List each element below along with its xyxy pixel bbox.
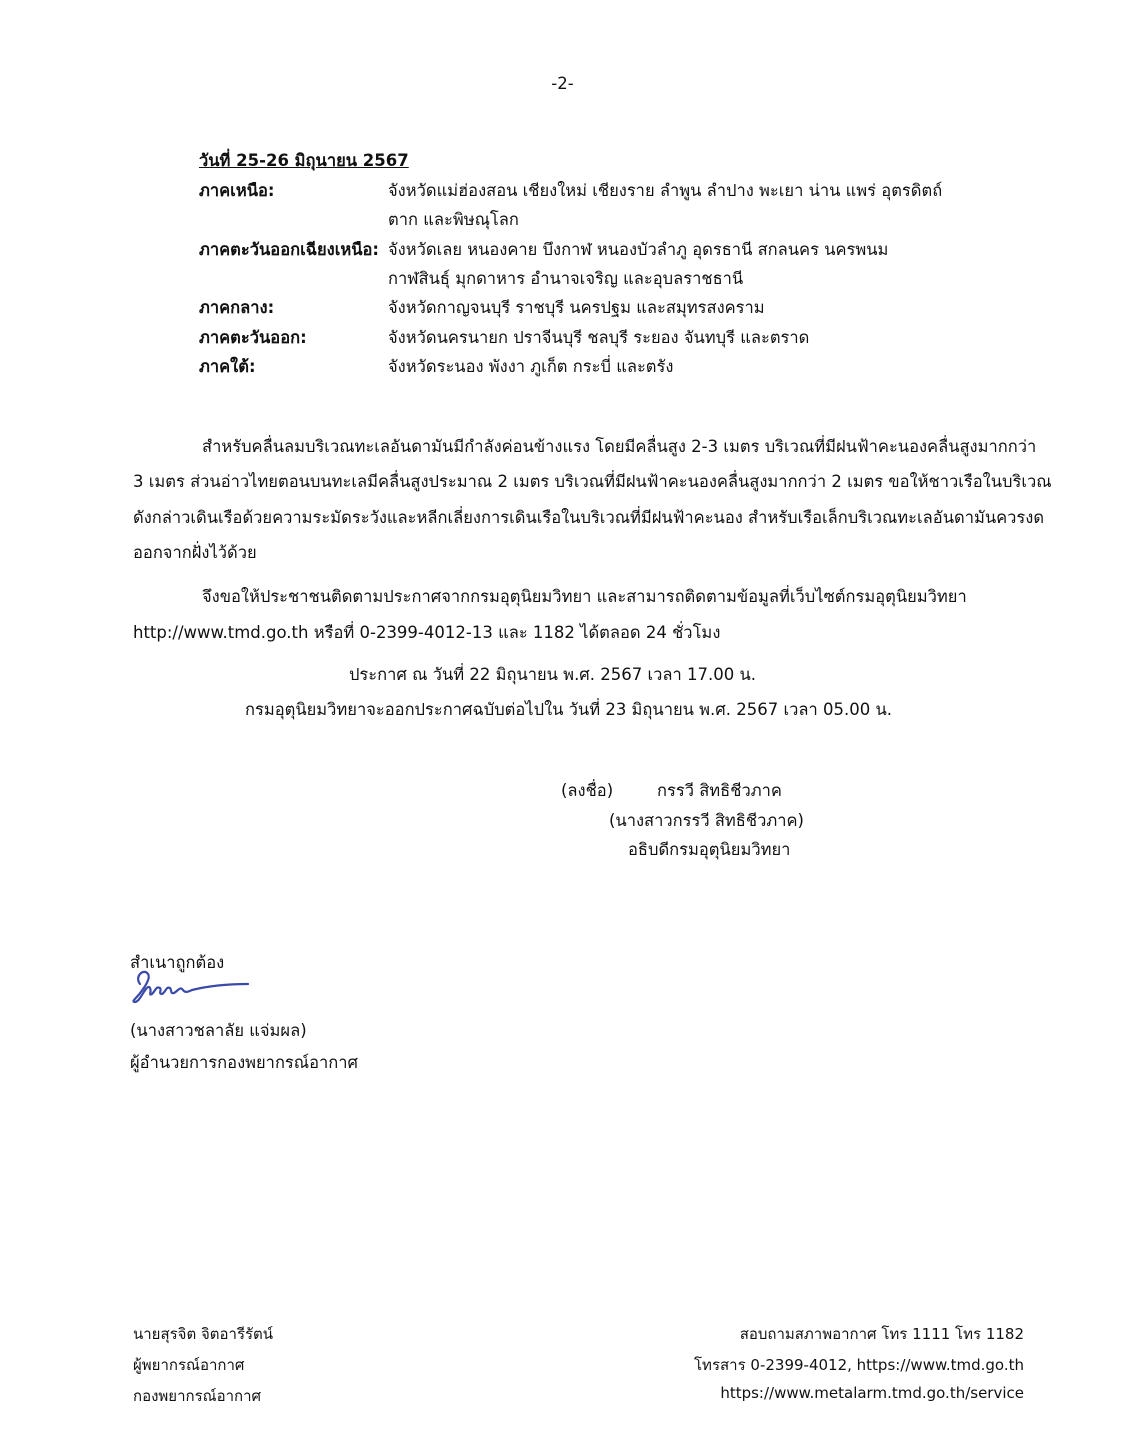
region-east-line-1: จังหวัดนครนายก ปราจีนบุรี ชลบุรี ระยอง จันทบุรี และตราด [388, 328, 810, 347]
handwritten-signature [128, 966, 253, 1010]
signatory-title: อธิบดีกรมอุตุนิยมวิทยา [628, 840, 791, 859]
date-heading: วันที่ 25-26 มิถุนายน 2567 [199, 151, 409, 170]
paragraph-2-line-2: http://www.tmd.go.th หรือที่ 0-2399-4012-13 และ 1182 ได้ตลอด 24 ชั่วโมง [133, 623, 721, 642]
next-issue-line: กรมอุตุนิยมวิทยาจะออกประกาศฉบับต่อไปใน วันที่ 23 มิถุนายน พ.ศ. 2567 เวลา 05.00 น. [244, 700, 893, 719]
region-label-central: ภาคกลาง: [199, 298, 275, 317]
copier-title: ผู้อำนวยการกองพยากรณ์อากาศ [130, 1053, 359, 1072]
signed-name: กรรวี สิทธิชีวภาค [657, 781, 782, 800]
announcement-date-line: ประกาศ ณ วันที่ 22 มิถุนายน พ.ศ. 2567 เวลา 17.00 น. [348, 665, 757, 684]
footer-phone: สอบถามสภาพอากาศ โทร 1111 โทร 1182 [739, 1325, 1024, 1343]
footer-forecaster-role: ผู้พยากรณ์อากาศ [133, 1356, 245, 1374]
signed-label: (ลงชื่อ) [561, 781, 614, 800]
region-northeast-line-1: จังหวัดเลย หนองคาย บึงกาฬ หนองบัวลำภู อุดรธานี สกลนคร นครพนม [388, 240, 889, 259]
signatory-full-name: (นางสาวกรรวี สิทธิชีวภาค) [609, 811, 804, 830]
region-label-south: ภาคใต้: [199, 357, 256, 376]
region-label-northeast: ภาคตะวันออกเฉียงเหนือ: [199, 240, 380, 259]
copy-certified-label: สำเนาถูกต้อง [130, 953, 225, 972]
footer-forecaster-name: นายสุรจิต จิตอารีรัตน์ [133, 1325, 274, 1343]
page-number: -2- [551, 74, 574, 93]
region-label-east: ภาคตะวันออก: [199, 328, 307, 347]
paragraph-1-line-4: ออกจากฝั่งไว้ด้วย [133, 543, 257, 562]
region-south-line-1: จังหวัดระนอง พังงา ภูเก็ต กระบี่ และตรัง [388, 357, 674, 376]
footer-metalarm-link[interactable]: https://www.metalarm.tmd.go.th/service [720, 1384, 1024, 1402]
region-north-line-2: ตาก และพิษณุโลก [388, 210, 519, 229]
region-northeast-line-2: กาฬสินธุ์ มุกดาหาร อำนาจเจริญ และอุบลราชธานี [388, 269, 744, 288]
footer-fax-website: โทรสาร 0-2399-4012, https://www.tmd.go.th [694, 1356, 1024, 1374]
paragraph-1-line-3: ดังกล่าวเดินเรือด้วยความระมัดระวังและหลีกเลี่ยงการเดินเรือในบริเวณที่มีฝนฟ้าคะนอง สำหรับเรือเล็กบริเวณทะเลอันดามันควรงด [133, 508, 1045, 527]
footer-division: กองพยากรณ์อากาศ [133, 1387, 262, 1405]
region-label-north: ภาคเหนือ: [199, 181, 275, 200]
region-central-line-1: จังหวัดกาญจนบุรี ราชบุรี นครปฐม และสมุทรสงคราม [388, 298, 765, 317]
paragraph-2-line-1: จึงขอให้ประชาชนติดตามประกาศจากกรมอุตุนิยมวิทยา และสามารถติดตามข้อมูลที่เว็บไซต์กรมอุตุนิยมวิทยา [202, 587, 967, 606]
region-north-line-1: จังหวัดแม่ฮ่องสอน เชียงใหม่ เชียงราย ลำพูน ลำปาง พะเยา น่าน แพร่ อุตรดิตถ์ [388, 181, 943, 200]
copier-name: (นางสาวชลาลัย แจ่มผล) [130, 1021, 307, 1040]
paragraph-1-line-1: สำหรับคลื่นลมบริเวณทะเลอันดามันมีกำลังค่อนข้างแรง โดยมีคลื่นสูง 2-3 เมตร บริเวณที่มีฝนฟ้าคะนองคลื่นสูงมากกว่า [202, 437, 1037, 456]
paragraph-1-line-2: 3 เมตร ส่วนอ่าวไทยตอนบนทะเลมีคลื่นสูงประมาณ 2 เมตร บริเวณที่มีฝนฟ้าคะนองคลื่นสูงมากกว่า 2 เมตร ขอให้ชาวเรือในบริเวณ [133, 472, 1052, 491]
